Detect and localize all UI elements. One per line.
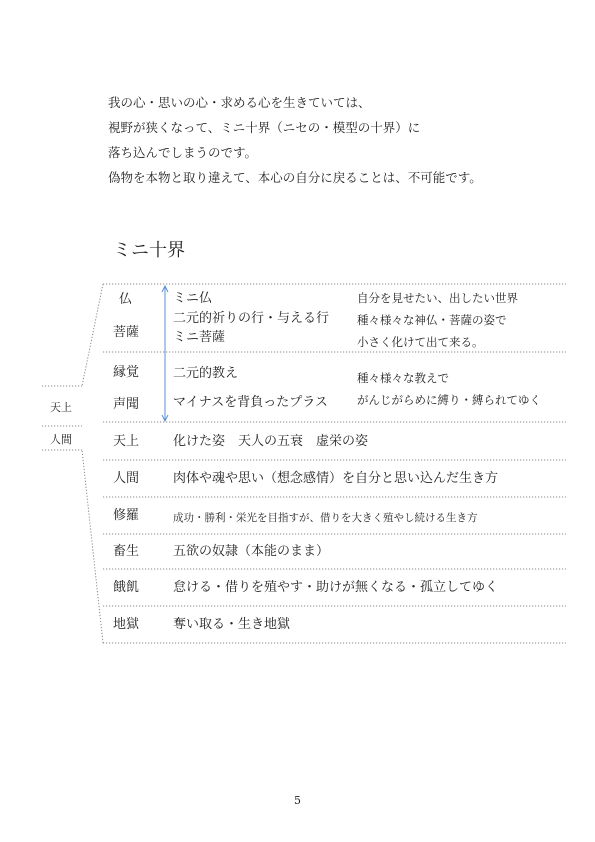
desc-nigen-oshie: 二元的教え bbox=[173, 366, 239, 381]
category-bosatsu: 菩薩 bbox=[113, 325, 140, 340]
note-2: 種々様々な神仏・菩薩の姿で bbox=[357, 313, 507, 327]
row-description: 肉体や魂や思い（想念感情）を自分と思い込んだ生き方 bbox=[173, 471, 499, 486]
category-hotoke: 仏 bbox=[119, 292, 133, 307]
desc-mini-bosatsu: ミニ菩薩 bbox=[173, 330, 226, 345]
desc-nigen-inori: 二元的祈りの行・与える行 bbox=[173, 311, 330, 326]
desc-minus-plus: マイナスを背負ったプラス bbox=[173, 395, 328, 410]
intro-line-4: 偽物を本物と取り違えて、本心の自分に戻ることは、不可能です。 bbox=[108, 170, 482, 185]
desc-mini-hotoke: ミニ仏 bbox=[173, 291, 213, 306]
note-4: 種々様々な教えで bbox=[357, 371, 449, 385]
intro-line-1: 我の心・思いの心・求める心を生きていては、 bbox=[108, 95, 371, 110]
row-category: 餓飢 bbox=[113, 580, 140, 595]
row-category: 天上 bbox=[113, 434, 140, 449]
row-category: 畜生 bbox=[113, 544, 140, 559]
note-3: 小さく化けて出て来る。 bbox=[357, 335, 484, 349]
row-category: 人間 bbox=[113, 471, 140, 486]
intro-line-2: 視野が狭くなって、ミニ十界（ニセの・模型の十界）に bbox=[108, 120, 421, 135]
row-description: 化けた姿 天人の五衰 虚栄の姿 bbox=[173, 434, 369, 449]
row-description: 五欲の奴隷（本能のまま） bbox=[173, 544, 330, 559]
row-description: 怠ける・借りを殖やす・助けが無くなる・孤立してゆく bbox=[173, 580, 499, 595]
bracket-label-ningen: 人間 bbox=[50, 433, 72, 446]
row-category: 地獄 bbox=[113, 617, 140, 632]
row-description: 成功・勝利・栄光を目指すが、借りを大きく殖やし続ける生き方 bbox=[173, 512, 478, 524]
note-1: 自分を見せたい、出したい世界 bbox=[357, 291, 518, 305]
note-5: がんじがらめに縛り・縛られてゆく bbox=[357, 393, 541, 407]
section-title: ミニ十界 bbox=[113, 240, 185, 261]
category-engaku: 縁覚 bbox=[113, 365, 140, 380]
bracket-label-tenjo: 天上 bbox=[50, 401, 72, 414]
page-number: 5 bbox=[294, 794, 301, 807]
intro-line-3: 落ち込んでしまうのです。 bbox=[108, 145, 258, 160]
category-shomon: 声聞 bbox=[113, 397, 140, 412]
row-category: 修羅 bbox=[113, 508, 140, 523]
row-description: 奪い取る・生き地獄 bbox=[173, 617, 291, 632]
